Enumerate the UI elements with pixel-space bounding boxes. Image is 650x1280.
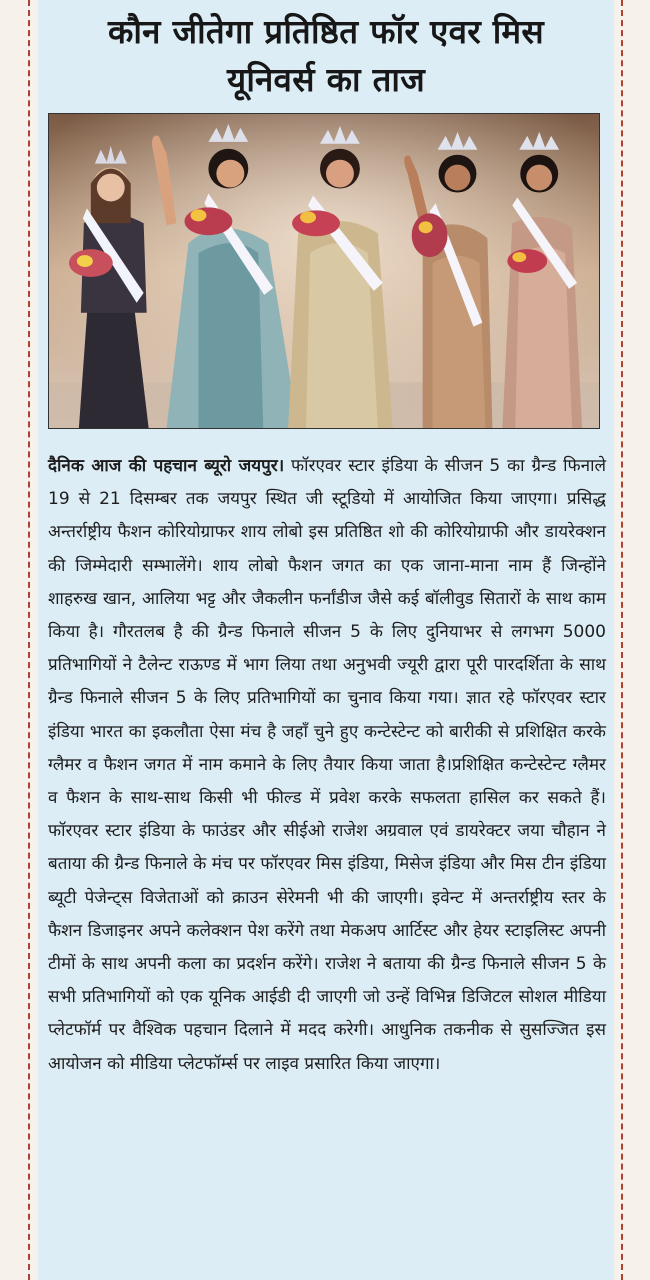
left-dashed-border: [28, 0, 30, 1280]
contestants-photo: [48, 113, 600, 429]
right-dashed-border: [621, 0, 623, 1280]
article-body: [48, 450, 606, 1081]
headline-line-1: कौन जीतेगा प्रतिष्ठित फॉर एवर मिस: [107, 12, 545, 51]
byline: दैनिक आज की पहचान ब्यूरो जयपुर।: [48, 456, 285, 476]
headline: [38, 0, 614, 104]
article-text: फॉरएवर स्टार इंडिया के सीजन 5 का ग्रैन्ड फिनाले 19 से 21 दिसम्बर तक जयपुर स्थित जी स्टूडियो में आयोजित किया जाएगा। प्रसिद्ध अन्तर्राष्ट्रीय फैशन कोरियोग्राफर शाय लोबो इस प्रतिष्ठित शो की कोरियोग्राफी और डायरेक्शन की जिम्मेदारी सम्भालेंगे। शाय लोबो फैशन जगत का एक जाना-माना नाम हैं जिन्होंने शाहरुख खान, आलिया भट्ट और जैकलीन फर्नांडीज जैसे कई बॉलीवुड सितारों के साथ काम किया है। गौरतलब है की ग्रैन्ड फिनाले सीजन 5 के लिए दुनियाभर से लगभग 5000 प्रतिभागियों ने टैलेन्ट राऊण्ड में भाग लिया तथा अनुभवी ज्यूरी द्वारा पूरी पारदर्शिता के साथ ग्रैन्ड फिनाले सीजन 5 के लिए प्रतिभागियों का चुनाव किया गया। ज्ञात रहे फॉरएवर स्टार इंडिया भारत का इकलौता ऐसा मंच है जहाँ चुने हुए कन्टेस्टेन्ट को बारीकी से प्रशिक्षित करके ग्लैमर व फैशन जगत में नाम कमाने के लिए तैयार किया जाता है।प्रशिक्षित कन्टेस्टेन्ट ग्लैमर व फैशन के साथ-साथ किसी भी फील्ड में प्रवेश करके सफलता हासिल कर सकते हैं। फॉरएवर स्टार इंडिया के फाउंडर और सीईओ राजेश अग्रवाल एवं डायरेक्टर जया चौहान ने बताया की ग्रैन्ड फिनाले के मंच पर फॉरएवर मिस इंडिया, मिसेज इंडिया और मिस टीन इंडिया ब्यूटी पेजेन्ट्स विजेताओं को क्राउन सेरेमनी भी की जाएगी। इवेन्ट में अन्तर्राष्ट्रीय स्तर के फैशन डिजाइनर अपने कलेक्शन पेश करेंगे तथा मेकअप आर्टिस्ट और हेयर स्टाइलिस्ट अपनी टीमों के साथ अपनी कला का प्रदर्शन करेंगे। राजेश ने बताया की ग्रैन्ड फिनाले सीजन 5 के सभी प्रतिभागियों को एक यूनिक आईडी दी जाएगी जो उन्हें विभिन्न डिजिटल सोशल मीडिया प्लेटफॉर्म पर वैश्विक पहचान दिलाने में मदद करेगी। आधुनिक तकनीक से सुसज्जित इस आयोजन को मीडिया प्लेटफॉर्म्स पर लाइव प्रसारित किया जाएगा।: [48, 456, 607, 1074]
photo-illustration: [49, 114, 599, 428]
headline-line-2: यूनिवर्स का ताज: [226, 60, 426, 99]
news-article: [38, 0, 614, 1280]
